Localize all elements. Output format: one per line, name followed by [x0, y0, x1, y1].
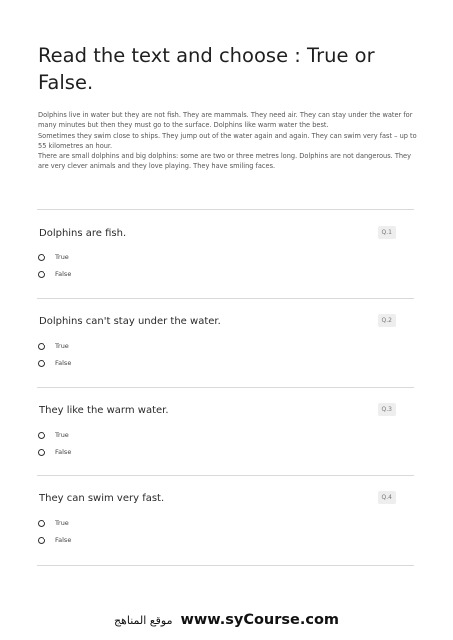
footer-watermark — [0, 612, 453, 628]
passage-paragraph: Sometimes they swim close to ships. They jump out of the water again and again. They can swim very fast – up to 55 kilometres an hour. — [38, 131, 417, 150]
question-text: They like the warm water. — [39, 405, 169, 416]
radio-button-icon[interactable] — [38, 343, 45, 350]
option-false[interactable] — [38, 447, 71, 457]
question-number-badge: Q.1 — [378, 226, 396, 239]
divider — [37, 209, 414, 210]
option-label: True — [55, 253, 69, 261]
footer-arabic-text: موقع المناهج — [113, 614, 173, 627]
radio-button-icon[interactable] — [38, 271, 45, 278]
option-label: False — [55, 359, 72, 367]
divider — [37, 387, 414, 388]
option-true[interactable] — [38, 341, 69, 351]
radio-button-icon[interactable] — [38, 537, 45, 544]
reading-passage — [38, 110, 418, 172]
option-label: False — [55, 536, 72, 544]
radio-button-icon[interactable] — [38, 432, 45, 439]
divider — [37, 298, 414, 299]
question-text: They can swim very fast. — [39, 493, 165, 504]
radio-button-icon[interactable] — [38, 360, 45, 367]
question-text: Dolphins are fish. — [39, 228, 127, 239]
option-label: True — [55, 342, 69, 350]
radio-button-icon[interactable] — [38, 449, 45, 456]
option-false[interactable] — [38, 358, 71, 368]
passage-paragraph: There are small dolphins and big dolphins: some are two or three metres long. Dolphins are not dangerous. They are very clever animals and they love playing. They have smiling faces. — [38, 152, 411, 171]
option-false[interactable] — [38, 269, 71, 279]
question-number-badge: Q.2 — [378, 314, 396, 327]
divider — [37, 565, 414, 566]
question-number-badge: Q.3 — [378, 403, 396, 416]
option-label: True — [55, 519, 69, 527]
divider — [37, 475, 414, 476]
option-true[interactable] — [38, 518, 69, 528]
radio-button-icon[interactable] — [38, 520, 45, 527]
option-true[interactable] — [38, 430, 69, 440]
option-label: False — [55, 448, 72, 456]
option-label: True — [55, 431, 69, 439]
option-false[interactable] — [38, 535, 71, 545]
footer-url: www.syCourse.com — [180, 612, 340, 628]
radio-button-icon[interactable] — [38, 254, 45, 261]
question-text: Dolphins can't stay under the water. — [39, 316, 221, 327]
passage-paragraph: Dolphins live in water but they are not fish. They are mammals. They need air. They can stay under the water for many minutes but then they must go to the surface. Dolphins like warm water the best. — [38, 111, 413, 130]
page-title: Read the text and choose : True or False. — [38, 44, 375, 94]
option-label: False — [55, 270, 72, 278]
option-true[interactable] — [38, 252, 69, 262]
question-number-badge: Q.4 — [378, 491, 396, 504]
